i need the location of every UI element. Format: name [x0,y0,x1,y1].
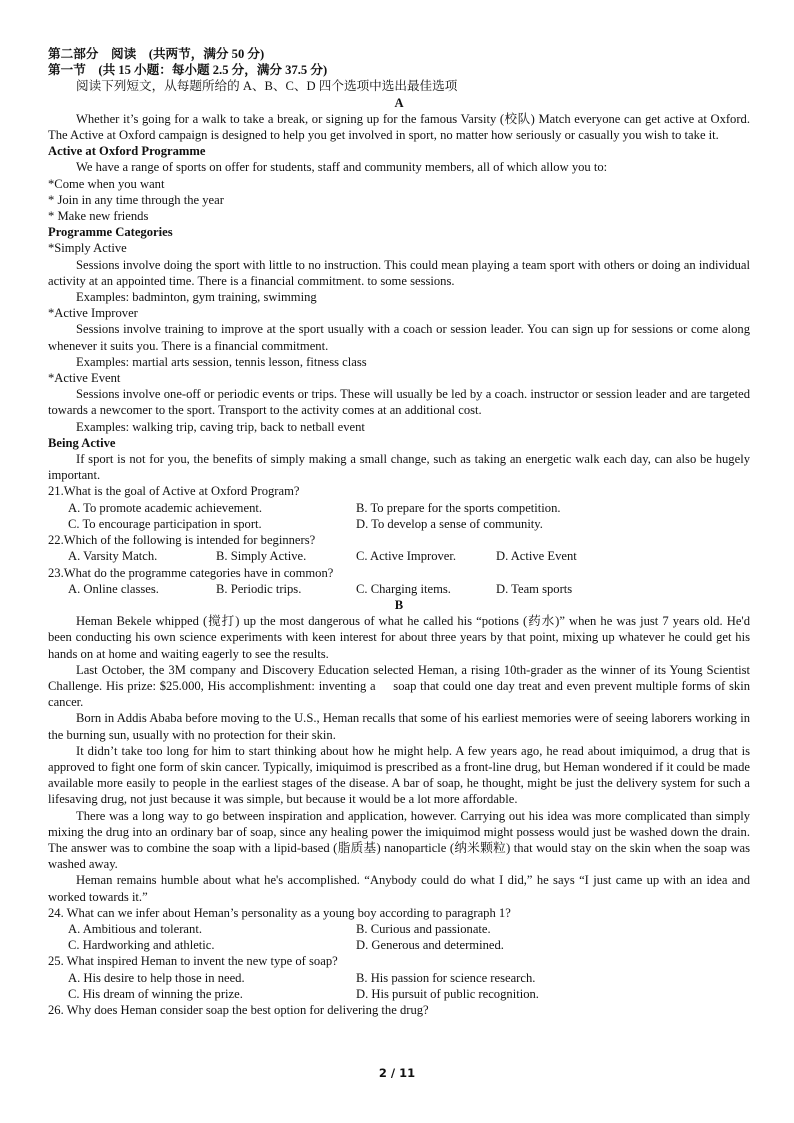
instruction-text: 阅读下列短文，从每题所给的 A、B、C、D 四个选项中选出最佳选项 [76,79,458,94]
question-25: 25. What inspired Heman to invent the new type of soap? [48,954,338,969]
question-22: 22.Which of the following is intended for beginners? [48,533,316,548]
question-21-options-row [48,516,750,532]
programme-intro: We have a range of sports on offer for students, staff and community members, all of which allow you to: [76,160,608,175]
passage-b-paragraph-3: Born in Addis Ababa before moving to the U.S., Heman recalls that some of his earliest memories were of seeing laborers working in the burning sun, usually with no protection for their skin. [48,711,750,742]
option-d: D. Generous and determined. [356,938,504,953]
option-b: B. Periodic trips. [216,581,302,596]
option-d: D. To develop a sense of community. [356,516,543,531]
passage-b-paragraph-1: Heman Bekele whipped (搅打) up the most dangerous of what he called his “potions (药水)” when he was just 7 years old. He'd been conducting his own science experiments with keen interest for about three years by that point, mixing up whatever he could get his hands on at home and waiting eagerly to see the results. [48,614,750,661]
option-a: A. Ambitious and tolerant. [68,921,202,936]
document-page [48,46,750,1018]
option-d: D. His pursuit of public recognition. [356,986,539,1001]
category-simply-active-text: Sessions involve doing the sport with little to no instruction. This could mean playing a team sport with others or doing an individual activity at an appointed time. There is a financial commitment. to some sessions. [48,257,750,288]
section-heading: 第一节 (共 15 小题：每小题 2.5 分，满分 37.5 分) [48,63,328,78]
category-simply-active-title: *Simply Active [48,241,127,256]
category-active-event-examples: Examples: walking trip, caving trip, back to netball event [76,419,365,434]
passage-b-paragraph-4: It didn’t take too long for him to start thinking about how he might help. A few years ago, he read about imiquimod, a drug that is approved to fight one form of skin cancer. Typically, imiquimod is prescribed as a front-line drug, but Heman wondered if it could be made available more easily to people in the earliest stages of the disease. A bar of soap, he thought, might be just the delivery system for such a lifesaving drug, not just because it was simple, but because it would be a lot more affordable. [48,743,750,807]
heading-being-active: Being Active [48,435,116,450]
option-c: C. Hardworking and athletic. [68,938,215,953]
question-23: 23.What do the programme categories have in common? [48,565,334,580]
option-c: C. To encourage participation in sport. [68,516,262,531]
question-26: 26. Why does Heman consider soap the best option for delivering the drug? [48,1002,429,1017]
question-24-options-row [48,937,750,953]
category-active-improver-title: *Active Improver [48,306,138,321]
heading-active-at-oxford: Active at Oxford Programme [48,144,206,159]
question-21: 21.What is the goal of Active at Oxford Program? [48,484,300,499]
option-b: B. Simply Active. [216,549,307,564]
option-a: A. Online classes. [68,581,159,596]
option-c: C. His dream of winning the prize. [68,986,243,1001]
bullet-item: * Join in any time through the year [48,192,224,207]
question-24-options-row [48,921,750,937]
passage-b-label: B [394,597,404,612]
passage-b-paragraph-5: There was a long way to go between inspiration and application, however. Carrying out his idea was more complicated than simply mixing the drug into an ordinary bar of soap, since any healing power the imiquimod might possess would just be washed down the drain. The answer was to combine the soap with a lipid-based (脂质基) nanoparticle (纳米颗粒) that would stay on the skin when the soap was washed away. [48,808,750,872]
option-b: B. To prepare for the sports competition. [356,500,561,515]
question-22-options-row [48,548,750,564]
option-a: A. His desire to help those in need. [68,970,245,985]
option-c: C. Charging items. [356,581,451,596]
option-b: B. Curious and passionate. [356,921,491,936]
passage-a-intro: Whether it’s going for a walk to take a break, or signing up for the famous Varsity (校队) Match everyone can get active at Oxford. The Active at Oxford campaign is designed to help you get involved in sport, no matter how seriously or casually you wish to take it. [48,111,750,143]
bullet-item: *Come when you want [48,176,165,191]
question-21-options-row [48,500,750,516]
option-c: C. Active Improver. [356,549,457,564]
option-a: A. Varsity Match. [68,549,158,564]
option-d: D. Team sports [496,581,573,596]
passage-b-paragraph-6: Heman remains humble about what he's accomplished. “Anybody could do what I did,” he says “I just came up with an idea and worked towards it.” [48,873,750,904]
category-active-event-text: Sessions involve one-off or periodic events or trips. These will usually be led by a coach. instructor or session leader and are targeted towards a newcomer to the sport. Transport to the activity comes at an additional cost. [48,387,750,418]
part-heading: 第二部分 阅读 (共两节，满分 50 分) [48,47,265,61]
passage-a-label: A [394,95,404,110]
being-active-text: If sport is not for you, the benefits of simply making a small change, such as taking an energetic walk each day, can also be hugely important. [48,452,750,483]
category-active-improver-examples: Examples: martial arts session, tennis lesson, fitness class [76,354,367,369]
question-25-options-row [48,986,750,1002]
page-number: 2 / 11 [378,1066,416,1080]
question-25-options-row [48,970,750,986]
heading-programme-categories: Programme Categories [48,225,173,240]
category-active-event-title: *Active Event [48,371,121,386]
category-active-improver-text: Sessions involve training to improve at the sport usually with a coach or session leader. You can sign up for sessions or come along whenever it suits you. There is a financial commitment. [48,322,750,353]
category-simply-active-examples: Examples: badminton, gym training, swimming [76,290,317,305]
passage-b-paragraph-2: Last October, the 3M company and Discovery Education selected Heman, a rising 10th-grader as the winner of its Young Scientist Challenge. His prize: $25.000, His accomplishment: inventing a soap that could one day treat and even prevent multiple forms of skin cancer. [48,662,750,710]
option-a: A. To promote academic achievement. [68,500,263,515]
bullet-item: * Make new friends [48,209,149,224]
option-d: D. Active Event [496,549,577,564]
option-b: B. His passion for science research. [356,970,536,985]
question-23-options-row [48,581,750,597]
question-24: 24. What can we infer about Heman’s personality as a young boy according to paragraph 1? [48,905,511,920]
